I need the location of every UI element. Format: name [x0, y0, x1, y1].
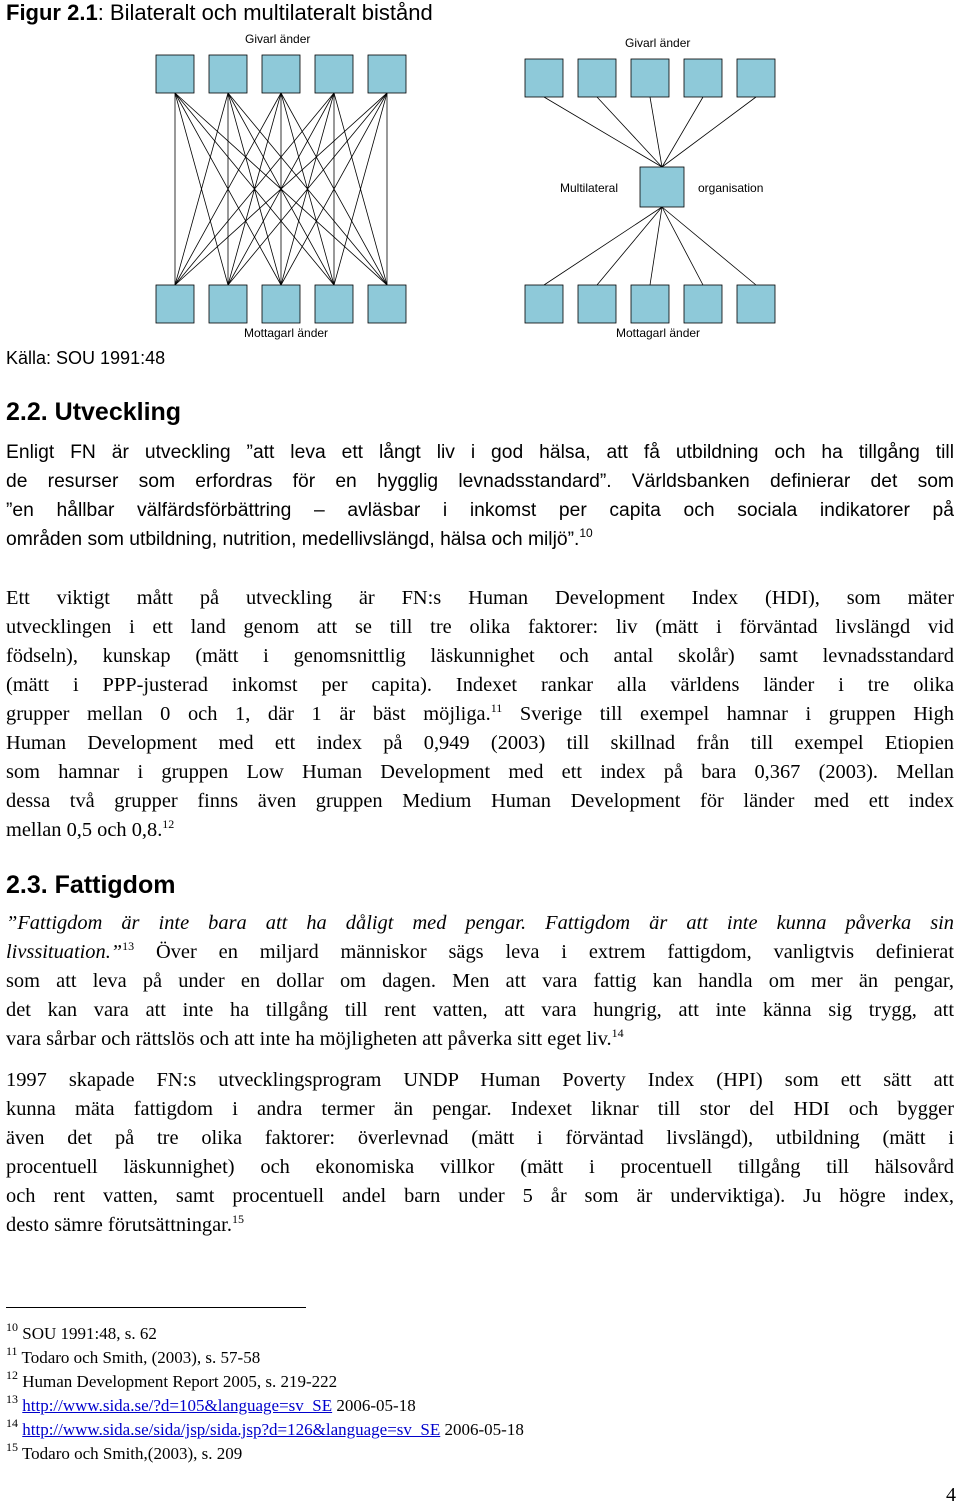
footnote-number: 13 — [6, 1392, 18, 1406]
footnote-text: Todaro och Smith,(2003), s. 209 — [21, 1444, 243, 1463]
text-line: Ett viktigt mått på utveckling är FN:s Human Development Index (HDI), som mäter — [6, 587, 954, 609]
footnote-link[interactable]: http://www.sida.se/sida/jsp/sida.jsp?d=126&language=sv_SE — [22, 1420, 441, 1439]
left-donor-label: Givarl änder — [245, 32, 311, 46]
paragraph-hdi — [6, 584, 954, 845]
text-span: desto sämre förutsättningar. — [6, 1214, 232, 1236]
figure-source: Källa: SOU 1991:48 — [6, 348, 166, 368]
donor-country-box — [262, 55, 300, 93]
donor-country-box — [737, 59, 775, 97]
text-line-with-ref — [6, 700, 954, 729]
recipient-country-box — [156, 285, 194, 323]
donor-country-box — [525, 59, 563, 97]
organisation-to-recipient-link — [544, 207, 662, 285]
footnote-14 — [6, 1418, 524, 1442]
recipient-country-box — [684, 285, 722, 323]
organisation-to-recipient-link — [662, 207, 703, 285]
text-line: och rent vatten, samt procentuell andel barn under 5 år som är underviktiga). Ju högre index, — [6, 1185, 954, 1207]
text-line: som hamnar i gruppen Low Human Development med ett index på bara 0,367 (2003). Mellan — [6, 761, 954, 783]
text-line: procentuell läskunnighet) och ekonomiska villkor (mätt i procentuell tillgång till hälsovård — [6, 1156, 954, 1178]
footnote-13 — [6, 1394, 416, 1418]
paragraph-fattigdom — [6, 909, 954, 1054]
footnote-divider — [6, 1307, 306, 1308]
footnote-12 — [6, 1370, 337, 1394]
footnote-ref: 15 — [231, 1212, 244, 1226]
footnote-ref: 10 — [579, 526, 593, 540]
section-heading-utveckling: 2.2. Utveckling — [6, 398, 182, 426]
multilateral-organisation-box — [640, 167, 684, 207]
text-span: grupper mellan 0 och 1, där 1 är bäst möjliga. — [6, 703, 491, 725]
recipient-country-box — [525, 285, 563, 323]
recipient-country-box — [209, 285, 247, 323]
text-line: de resurser som erfordras för en hygglig levnadsstandard”. Världsbanken definierar det som — [6, 471, 954, 492]
recipient-country-box — [315, 285, 353, 323]
footnote-link[interactable]: http://www.sida.se/?d=105&language=sv_SE — [22, 1396, 333, 1415]
donor-country-box — [578, 59, 616, 97]
footnote-text: 2006-05-18 — [440, 1420, 524, 1439]
footnote-ref: 13 — [122, 939, 135, 953]
footnote-11 — [6, 1346, 260, 1370]
footnote-ref: 11 — [490, 701, 503, 715]
recipient-country-box — [262, 285, 300, 323]
footnote-text: SOU 1991:48, s. 62 — [22, 1324, 157, 1343]
footnote-text: Human Development Report 2005, s. 219-222 — [22, 1372, 338, 1391]
footnote-text: 2006-05-18 — [332, 1396, 416, 1415]
organisation-to-recipient-link — [597, 207, 662, 285]
right-donor-label: Givarl änder — [625, 36, 691, 50]
text-line: kunna mäta fattigdom i andra termer än pengar. Indexet liknar till stor del HDI och bygger — [6, 1098, 954, 1120]
paragraph-utveckling-definition — [6, 438, 954, 554]
recipient-country-box — [578, 285, 616, 323]
donor-to-organisation-link — [662, 97, 703, 167]
donor-country-box — [684, 59, 722, 97]
footnote-number: 11 — [6, 1344, 18, 1358]
paragraph-hpi — [6, 1066, 954, 1240]
donor-country-box — [315, 55, 353, 93]
donor-country-box — [209, 55, 247, 93]
text-span: Sverige till exempel hamnar i gruppen High — [502, 703, 954, 725]
donor-country-box — [156, 55, 194, 93]
text-line: födseln), kunskap (mätt i genomsnittlig läskunnighet och antal skolår) samt levnadsstandard — [6, 645, 954, 667]
donor-country-box — [631, 59, 669, 97]
quote-line: ”Fattigdom är inte bara att ha dåligt med pengar. Fattigdom är att inte kunna påverka sin — [6, 912, 954, 934]
footnote-15 — [6, 1442, 242, 1466]
footnote-number: 10 — [6, 1320, 18, 1334]
text-span: mellan 0,5 och 0,8. — [6, 819, 163, 841]
donor-country-box — [368, 55, 406, 93]
recipient-country-box — [368, 285, 406, 323]
text-line: det kan vara att inte ha tillgång till rent vatten, att vara hungrig, att inte känna sig trygg, att — [6, 999, 954, 1021]
figure-title-number: Figur 2.1 — [6, 0, 98, 25]
aid-diagram — [0, 25, 960, 345]
recipient-country-box — [631, 285, 669, 323]
text-line-last — [6, 525, 954, 554]
figure-title — [6, 0, 433, 26]
footnote-text: Todaro och Smith, (2003), s. 57-58 — [21, 1348, 261, 1367]
text-line: Human Development med ett index på 0,949 (2003) till skillnad från till exempel Etiopien — [6, 732, 954, 754]
text-line: även det på tre olika faktorer: överlevnad (mätt i förväntad livslängd), utbildning (mätt i — [6, 1127, 954, 1149]
footnote-number: 12 — [6, 1368, 18, 1382]
recipient-country-box — [737, 285, 775, 323]
footnote-ref: 12 — [162, 817, 175, 831]
multilateral-label: Multilateral — [560, 181, 619, 195]
footnote-ref: 14 — [611, 1026, 624, 1040]
footnote-number: 14 — [6, 1416, 18, 1430]
figure-title-text: : Bilateralt och multilateralt bistånd — [97, 0, 433, 25]
quote-end: livssituation.” — [6, 941, 123, 963]
section-heading-fattigdom: 2.3. Fattigdom — [6, 871, 176, 899]
page-number: 4 — [946, 1484, 956, 1506]
text-line-last — [6, 1025, 954, 1054]
text-line: Enligt FN är utveckling ”att leva ett långt liv i god hälsa, att få utbildning och ha tillgång till — [6, 442, 954, 463]
text-line-last — [6, 1211, 954, 1240]
left-recipient-label: Mottagarl änder — [244, 326, 329, 340]
text-line: utvecklingen i ett land genom att se till tre olika faktorer: liv (mätt i förväntad livslängd vid — [6, 616, 954, 638]
right-recipient-label: Mottagarl änder — [616, 326, 701, 340]
donor-to-organisation-link — [662, 97, 756, 167]
donor-to-organisation-link — [597, 97, 662, 167]
text-line: dessa två grupper finns även gruppen Medium Human Development för länder med ett index — [6, 790, 954, 812]
organisation-to-recipient-link — [662, 207, 756, 285]
text-line-with-ref — [6, 938, 954, 967]
text-span: vara sårbar och rättslös och att inte ha möjligheten att påverka sitt eget liv. — [6, 1028, 612, 1050]
text-span: områden som utbildning, nutrition, medellivslängd, hälsa och miljö”. — [6, 529, 580, 550]
organisation-label: organisation — [698, 181, 764, 195]
footnote-number: 15 — [6, 1440, 18, 1454]
text-line-last — [6, 816, 954, 845]
text-line: (mätt i PPP-justerad inkomst per capita). Indexet rankar alla världens länder i tre olika — [6, 674, 954, 696]
donor-to-organisation-link — [544, 97, 662, 167]
text-span: Över en miljard människor sägs leva i extrem fattigdom, vanligtvis definierat — [134, 941, 954, 963]
text-line: ”en hållbar välfärdsförbättring – avläsbar i inkomst per capita och sociala indikatorer på — [6, 500, 954, 521]
text-line: som att leva på under en dollar om dagen. Men att vara fattig kan handla om mer än pengar, — [6, 970, 954, 992]
footnote-10 — [6, 1322, 157, 1346]
text-line: 1997 skapade FN:s utvecklingsprogram UNDP Human Poverty Index (HPI) som ett sätt att — [6, 1069, 954, 1091]
